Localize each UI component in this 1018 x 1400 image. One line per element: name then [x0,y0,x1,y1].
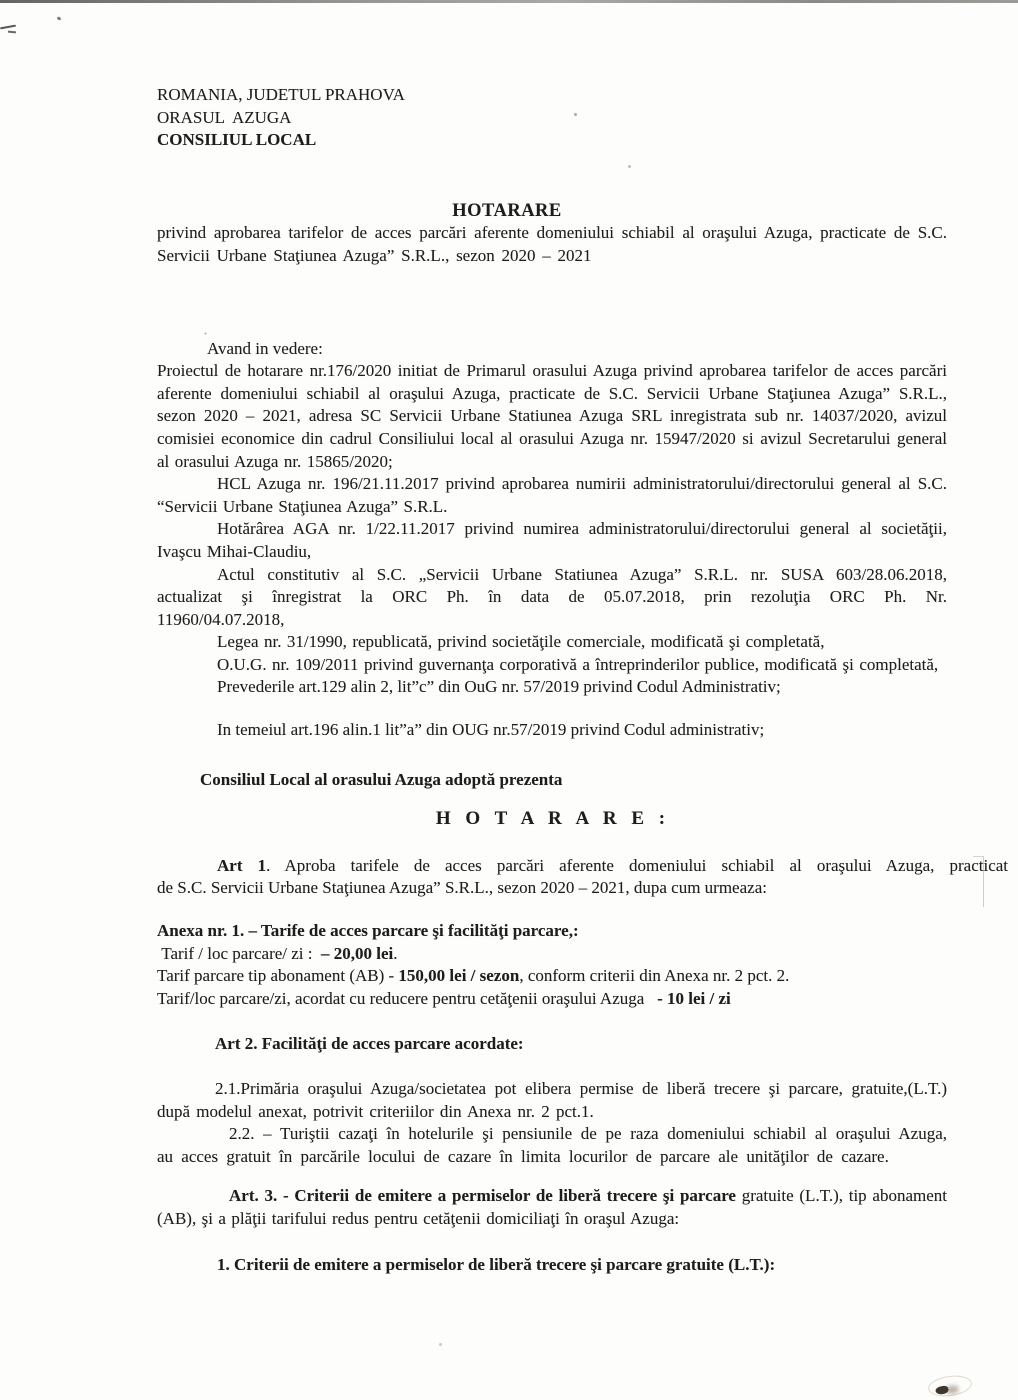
letterhead-council: CONSILIUL LOCAL [157,130,317,150]
preamble-paragraph-law-31: Legea nr. 31/1990, republicată, privind societăţile comerciale, modificată şi completată, [217,632,825,652]
decree-heading: H O T A R A R E : [435,808,669,830]
tariff-season-line: Tarif parcare tip abonament (AB) - 150,00 lei / sezon, conform criterii din Anexa nr. 2 pct. 2. [157,966,790,986]
tariff-day-line: Tarif / loc parcare/ zi : – 20,00 lei. [161,943,398,963]
legal-basis-line: In temeiul art.196 alin.1 lit”a” din OUG nr.57/2019 privind Codul administrativ; [217,720,765,740]
article-1 [157,855,1009,900]
preamble-paragraph-hcl: HCL Azuga nr. 196/21.11.2017 privind aprobarea numirii administratorului/directorului general al S.C. “Servicii Urbane Staţiunea Azuga” S.R.L. [157,474,947,516]
preamble-intro: Avand in vedere: [207,338,323,358]
document-subtitle: privind aprobarea tarifelor de acces parcări aferente domeniului schiabil al oraşului Azuga, practicate de S.C. Servicii Urbane Staţiunea Azuga” S.R.L., sezon 2020 – 2021 [157,223,947,265]
preamble-paragraph-aga: Hotărârea AGA nr. 1/22.11.2017 privind numirea administratorului/directorului general al societăţii, Ivaşcu Mihai-Claudiu, [157,519,947,561]
letterhead [157,84,947,152]
preamble-paragraph-art129: Prevederile art.129 alin 2, lit”c” din OuG nr. 57/2019 privind Codul Administrativ; [217,677,781,697]
article-1-line2: de S.C. Servicii Urbane Staţiunea Azuga” S.R.L., sezon 2020 – 2021, dupa cum urmeaza: [157,878,767,898]
document-body [157,84,1009,1276]
pen-mark [8,31,16,33]
preamble-paragraph-constitutive-act: Actul constitutiv al S.C. „Servicii Urbane Statiunea Azuga” S.R.L. nr. SUSA 603/28.06.2018, actualizat şi înregistrat la ORC Ph. în data de 05.07.2018, prin rezoluţia ORC Ph. Nr. 11960/04.07.2018, [157,564,947,629]
scan-speck [57,16,62,21]
adoption-clause: Consiliul Local al orasului Azuga adoptă prezenta [200,769,563,789]
article-2-title: Art 2. Facilităţi de acces parcare acordate: [215,1034,524,1054]
scan-smudge-ink [935,1385,949,1395]
letterhead-city: ORASUL AZUGA [157,107,292,127]
article-2-section-2-1: 2.1.Primăria oraşului Azuga/societatea pot elibera permise de liberă trecere şi parcare, gratuite,(L.T.) după modelul anexat, potrivit criteriilor din Anexa nr. 2 pct.1. [157,1079,947,1121]
preamble-paragraph-draft: Proiectul de hotarare nr.176/2020 initiat de Primarul orasului Azuga privind aprobarea tarifelor de acces parcări aferente domeniului schiabil al oraşului Azuga, practicate de S.C. Servicii Urbane Staţiunea Azuga” S.R.L., sezon 2020 – 2021, adresa SC Servicii Urbane Statiunea Azuga SRL inregistrata sub nr. 14037/2020, avizul comisiei economice din cadrul Consiliului local al orasului Azuga nr. 15947/2020 si avizul Secretarului general al orasului Azuga nr. 15865/2020; [157,361,947,471]
letterhead-country: ROMANIA, JUDETUL PRAHOVA [157,85,405,104]
document-title: HOTARARE [452,200,562,221]
article-1-label: Art 1 [217,855,267,875]
article-3-title: Art. 3. - Criterii de emitere a permiselor de liberă trecere şi parcare gratuite (L.T.), tip abonament (AB), şi a plăţii tarifului redus pentru cetăţenii domiciliaţi în oraşul Azuga: [157,1186,947,1228]
article-2-section-2-2: 2.2. – Turiştii cazaţi în hotelurile şi pensiunile de pe raza domeniului schiabil al oraşului Azuga, au acces gratuit în parcările locului de cazare în limita locurilor de parcare ale unităţilor de cazare. [157,1124,947,1166]
scan-edge-top [0,0,1018,3]
scan-smudge [927,1373,973,1399]
tariff-reduced-line: Tarif/loc parcare/zi, acordat cu reducere pentru cetăţenii oraşului Azuga - 10 lei / zi [157,988,731,1008]
scan-speck [0,0,1,1]
preamble-paragraph-oug-109: O.U.G. nr. 109/2011 privind guvernanţa corporativă a întreprinderilor publice, modificată şi completată, [217,654,939,674]
article-1-line1: Art 1. Aproba tarifele de acces parcări aferente domeniului schiabil al oraşului Azuga, practicat [217,855,1009,875]
pen-mark [0,25,16,30]
annex-1-title: Anexa nr. 1. – Tarife de acces parcare şi facilităţi parcare,: [157,921,579,941]
criteria-1-heading: 1. Criterii de emitere a permiselor de liberă trecere şi parcare gratuite (L.T.): [217,1254,776,1274]
annex-1-tariffs [157,920,947,1010]
